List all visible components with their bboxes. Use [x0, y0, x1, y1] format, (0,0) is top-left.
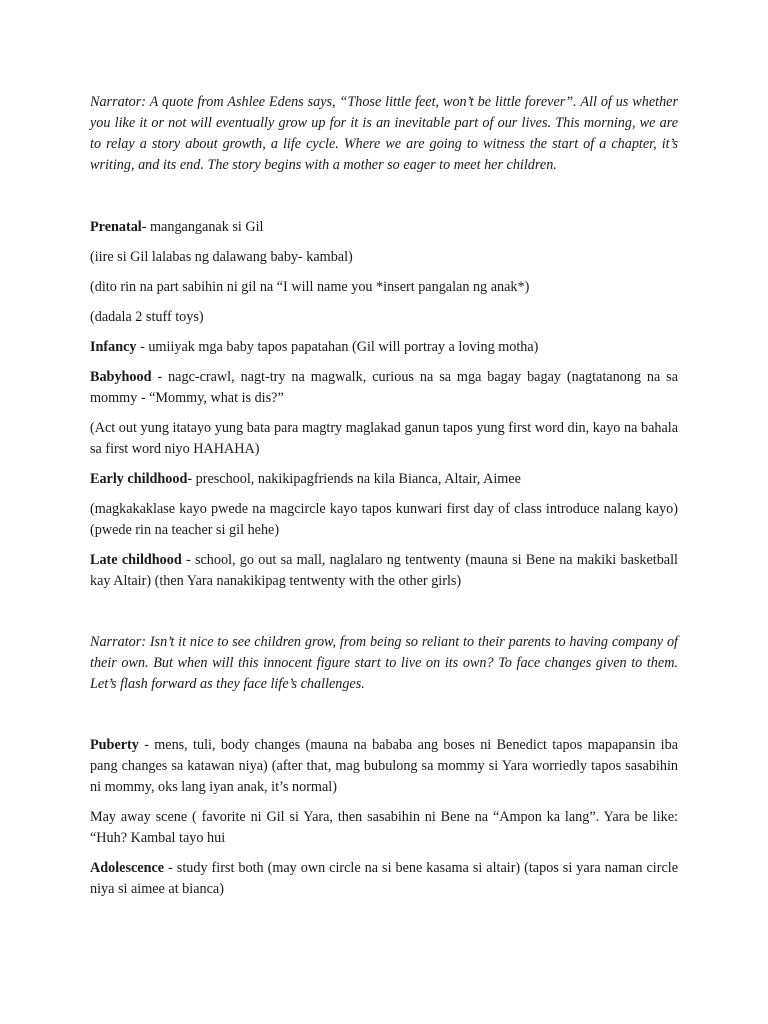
stage-term: Prenatal: [90, 219, 142, 235]
stage-desc: - nagc-crawl, nagt-try na magwalk, curious na sa mga bagay bagay (nagtatanong na sa mommy - “Mommy, what is dis?”: [90, 369, 678, 406]
stage-desc: - preschool, nakikipagfriends na kila Bianca, Altair, Aimee: [187, 471, 521, 487]
stage-desc: - school, go out sa mall, naglalaro ng tentwenty (mauna si Bene na makiki basketball kay Altair) (then Yara nanakikipag tentwenty with the other girls): [90, 552, 678, 589]
stage-term: Late childhood: [90, 552, 182, 568]
stage-desc: - umiiyak mga baby tapos papatahan (Gil will portray a loving motha): [136, 339, 539, 355]
narrator-transition: Narrator: Isn’t it nice to see children grow, from being so reliant to their parents to having company of their own. But when will this innocent figure start to live on its own? To face changes given to them. Let’s flash forward as they face life’s challenges.: [90, 634, 678, 692]
stage-puberty: [90, 735, 678, 798]
prenatal-note-2: (dito rin na part sabihin ni gil na “I will name you *insert pangalan ng anak*): [90, 279, 530, 295]
away-scene-note: May away scene ( favorite ni Gil si Yara, then sasabihin ni Bene na “Ampon ka lang”. Yara be like: “Huh? Kambal tayo hui: [90, 809, 678, 846]
stage-early-childhood: [90, 469, 678, 490]
stage-term: Adolescence: [90, 860, 165, 876]
narrator-intro: Narrator: A quote from Ashlee Edens says, “Those little feet, won’t be little forever”. All of us whether you like it or not will eventually grow up for it is an inevitable part of our lives. This morning, we are to relay a story about growth, a life cycle. Where we are going to witness the start of a chapter, it’s writing, and its end. The story begins with a mother so eager to meet her children.: [90, 94, 678, 173]
stage-term: Infancy: [90, 339, 137, 355]
prenatal-note-1: (iire si Gil lalabas ng dalawang baby- kambal): [90, 249, 353, 265]
stage-desc: - manganganak si Gil: [141, 219, 264, 235]
stage-late-childhood: [90, 550, 678, 592]
stage-term: Babyhood: [90, 369, 152, 385]
stage-babyhood: [90, 367, 678, 409]
stage-prenatal: [90, 217, 678, 238]
stage-term: Early childhood: [90, 471, 188, 487]
prenatal-note-3: (dadala 2 stuff toys): [90, 309, 204, 325]
babyhood-note: (Act out yung itatayo yung bata para magtry maglakad ganun tapos yung first word din, kayo na bahala sa first word niyo HAHAHA): [90, 420, 678, 457]
early-childhood-note: (magkakaklase kayo pwede na magcircle kayo tapos kunwari first day of class introduce nalang kayo) (pwede rin na teacher si gil hehe): [90, 501, 678, 538]
stage-desc: - mens, tuli, body changes (mauna na bababa ang boses ni Benedict tapos mapapansin iba pang changes sa katawan niya) (after that, mag bubulong sa mommy si Yara worriedly tapos sasabihin ni mommy, oks lang iyan anak, it’s normal): [90, 737, 678, 795]
stage-adolescence: [90, 858, 678, 900]
document-page: [90, 92, 678, 900]
stage-infancy: [90, 337, 678, 358]
stage-term: Puberty: [90, 737, 139, 753]
stage-desc: - study first both (may own circle na si bene kasama si altair) (tapos si yara naman circle niya si aimee at bianca): [90, 860, 678, 897]
